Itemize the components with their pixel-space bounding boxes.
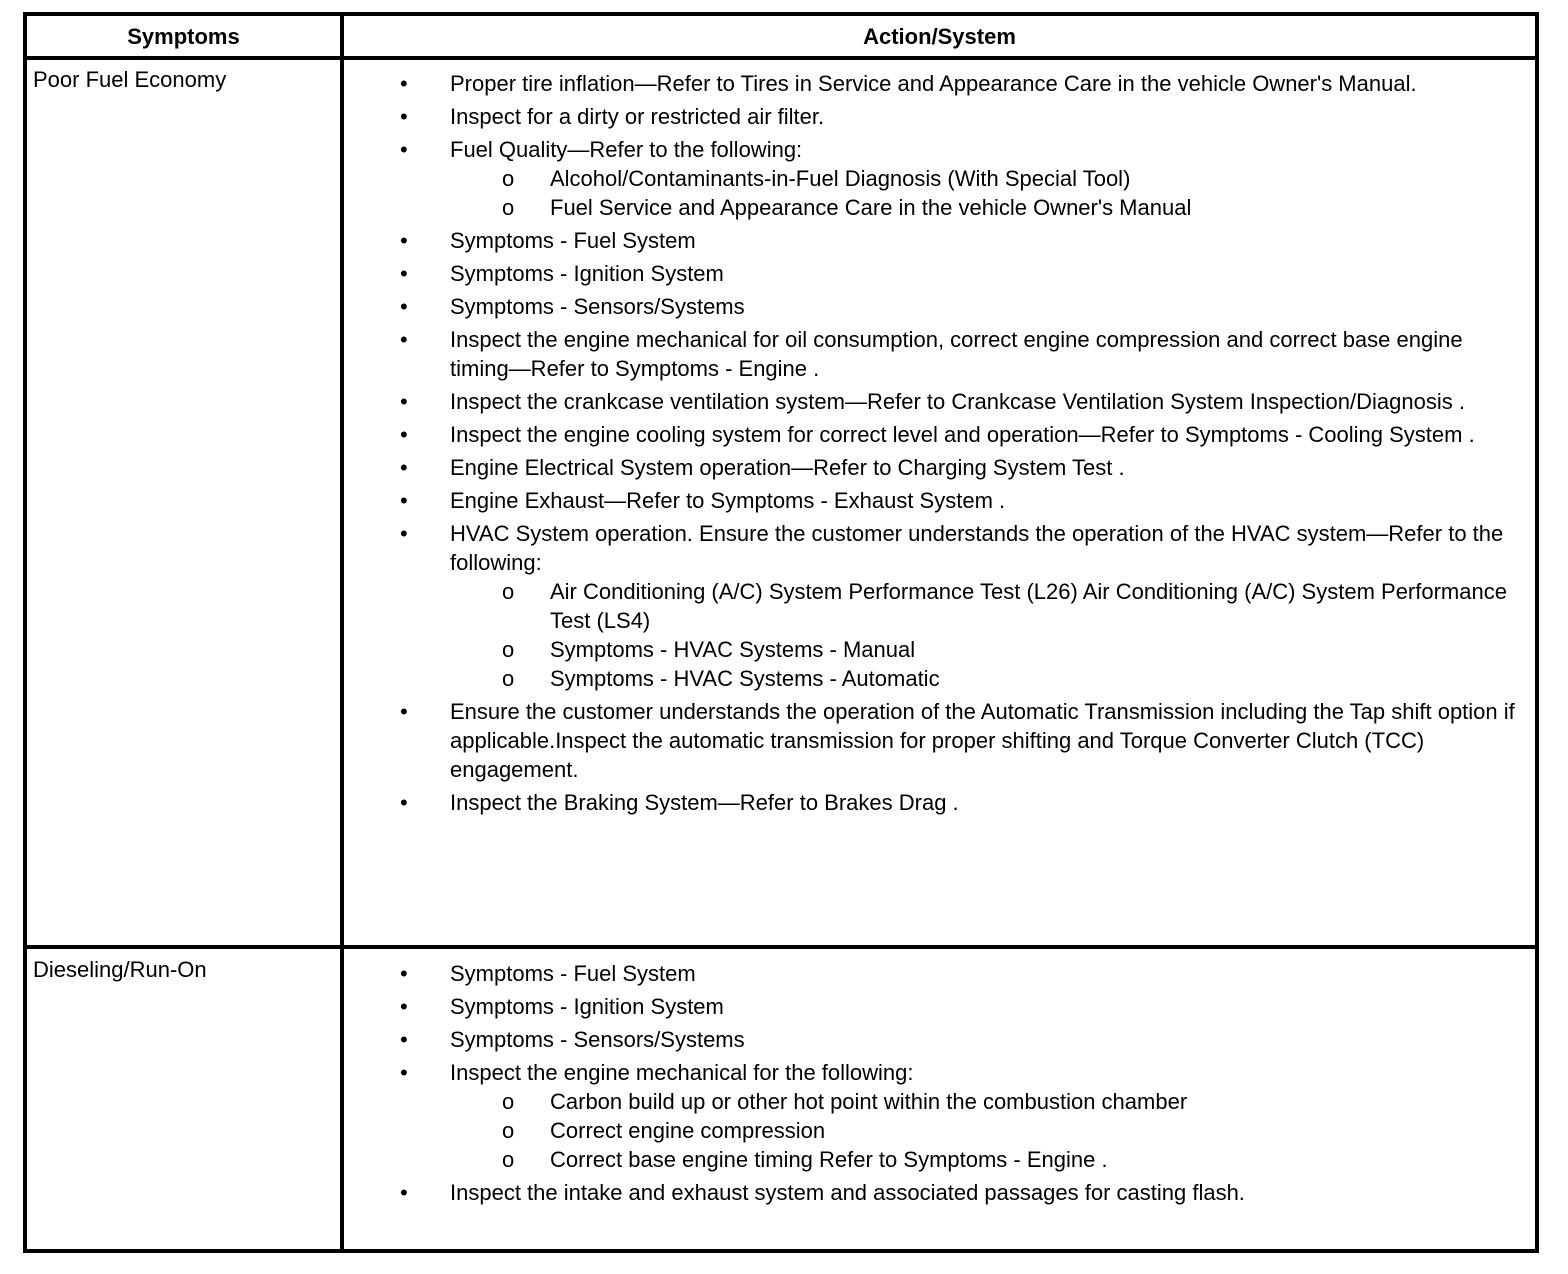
bullet-icon: • [400,137,408,162]
action-item-text: Symptoms - Fuel System [450,228,696,253]
sub-bullet-icon: o [502,1147,515,1172]
action-item [344,69,1535,98]
symptom-poor-fuel-economy: Poor Fuel Economy [33,67,227,92]
sub-action-item [450,1087,1523,1116]
action-item [344,292,1535,321]
sub-action-item-text: Fuel Service and Appearance Care in the vehicle Owner's Manual [550,195,1192,220]
sub-action-item-text: Correct engine compression [550,1118,826,1143]
action-item-text: Proper tire inflation—Refer to Tires in Service and Appearance Care in the vehicle Owner's Manual. [450,71,1417,96]
header-divider [27,56,1535,60]
action-item-text: Inspect the engine mechanical for the following: [450,1060,914,1085]
bullet-icon: • [400,422,408,447]
action-item-text: Inspect the engine cooling system for correct level and operation—Refer to Symptoms - Cooling System . [450,422,1475,447]
action-item-text: Inspect the crankcase ventilation system—Refer to Crankcase Ventilation System Inspection/Diagnosis . [450,389,1465,414]
sub-action-item [450,1145,1523,1174]
action-item [344,788,1535,817]
action-item-text: Engine Exhaust—Refer to Symptoms - Exhaust System . [450,488,1006,513]
bullet-icon: • [400,488,408,513]
bullet-icon: • [400,261,408,286]
sub-action-list [450,164,1523,222]
bullet-icon: • [400,790,408,815]
sub-action-item-text: Symptoms - HVAC Systems - Manual [550,637,916,662]
symptom-dieseling-run-on: Dieseling/Run-On [33,957,207,982]
header-action-system: Action/System [863,24,1016,49]
action-item [344,486,1535,515]
sub-action-item-text: Correct base engine timing Refer to Symptoms - Engine . [550,1147,1108,1172]
sub-bullet-icon: o [502,637,515,662]
bullet-icon: • [400,294,408,319]
action-item [344,226,1535,255]
action-item-text: Inspect for a dirty or restricted air filter. [450,104,825,129]
sub-bullet-icon: o [502,195,515,220]
bullet-icon: • [400,1060,408,1085]
action-item [344,259,1535,288]
action-item-text: Symptoms - Sensors/Systems [450,1027,745,1052]
sub-action-item [450,635,1523,664]
sub-action-item-text: Symptoms - HVAC Systems - Automatic [550,666,940,691]
action-item-text: Engine Electrical System operation—Refer to Charging System Test . [450,455,1125,480]
action-item [344,697,1535,784]
bullet-icon: • [400,228,408,253]
action-item-text: Symptoms - Sensors/Systems [450,294,745,319]
action-item [344,453,1535,482]
bullet-icon: • [400,1180,408,1205]
action-item-text: Inspect the engine mechanical for oil consumption, correct engine compression and correct base engine timing—Refer to Symptoms - Engine . [450,327,1463,381]
sub-bullet-icon: o [502,579,515,604]
action-item [344,1058,1535,1174]
action-item [344,1178,1535,1207]
action-item [344,519,1535,693]
sub-bullet-icon: o [502,1089,515,1114]
bullet-icon: • [400,327,408,352]
action-item [344,102,1535,131]
action-item-text: Symptoms - Fuel System [450,961,696,986]
bullet-icon: • [400,71,408,96]
action-item-text: Ensure the customer understands the operation of the Automatic Transmission including the Tap shift option if applicable.Inspect the automatic transmission for proper shifting and Torque Converter Clutch (TCC) engagement. [450,699,1515,782]
action-item-text: Symptoms - Ignition System [450,261,724,286]
action-item [344,992,1535,1021]
bullet-icon: • [400,455,408,480]
action-list-poor-fuel-economy [344,69,1535,821]
bullet-icon: • [400,699,408,724]
bullet-icon: • [400,104,408,129]
sub-action-item [450,1116,1523,1145]
action-list-dieseling-run-on [344,959,1535,1211]
sub-action-item [450,193,1523,222]
action-item [344,325,1535,383]
bullet-icon: • [400,389,408,414]
header-symptoms: Symptoms [127,24,240,49]
action-item [344,959,1535,988]
sub-bullet-icon: o [502,1118,515,1143]
sub-action-item-text: Alcohol/Contaminants-in-Fuel Diagnosis (With Special Tool) [550,166,1131,191]
sub-bullet-icon: o [502,666,515,691]
bullet-icon: • [400,961,408,986]
sub-action-item-text: Carbon build up or other hot point within the combustion chamber [550,1089,1188,1114]
sub-action-item [450,577,1523,635]
action-item-text: Inspect the Braking System—Refer to Brakes Drag . [450,790,959,815]
sub-bullet-icon: o [502,166,515,191]
sub-action-item [450,164,1523,193]
action-item-text: Inspect the intake and exhaust system and associated passages for casting flash. [450,1180,1245,1205]
action-item [344,420,1535,449]
sub-action-item [450,664,1523,693]
action-item-text: Fuel Quality—Refer to the following: [450,137,803,162]
bullet-icon: • [400,1027,408,1052]
sub-action-list [450,1087,1523,1174]
action-item [344,135,1535,222]
sub-action-list [450,577,1523,693]
row-divider [27,945,1535,949]
symptom-table [23,12,1539,1253]
action-item [344,1025,1535,1054]
bullet-icon: • [400,521,408,546]
action-item-text: HVAC System operation. Ensure the customer understands the operation of the HVAC system—Refer to the following: [450,521,1504,575]
bullet-icon: • [400,994,408,1019]
action-item [344,387,1535,416]
sub-action-item-text: Air Conditioning (A/C) System Performance Test (L26) Air Conditioning (A/C) System Performance Test (LS4) [550,579,1507,633]
action-item-text: Symptoms - Ignition System [450,994,724,1019]
